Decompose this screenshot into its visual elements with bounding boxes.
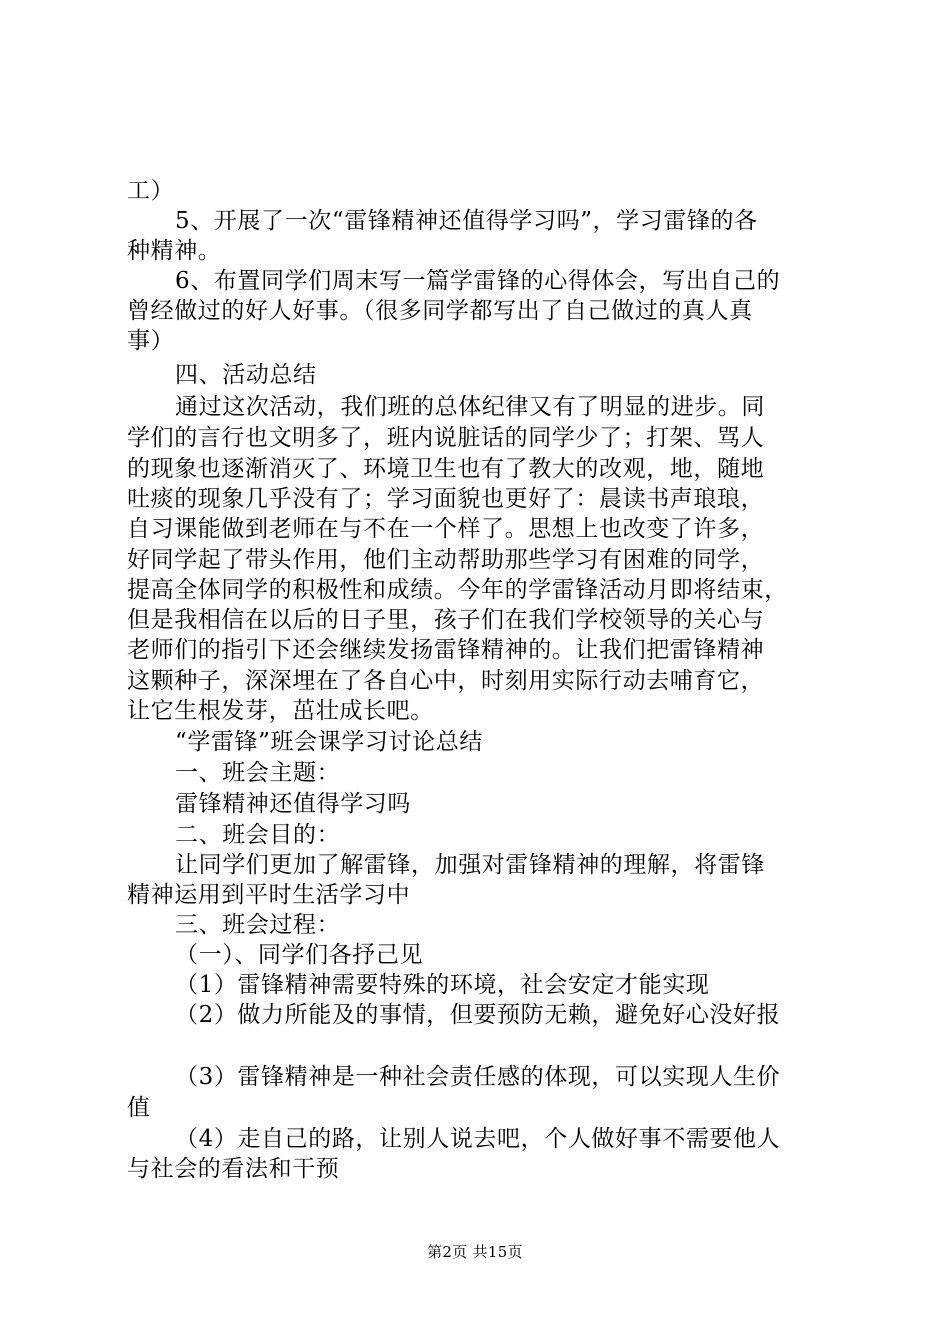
text-line: 通过这次活动，我们班的总体纪律又有了明显的进步。同 [175, 394, 765, 420]
text-line: （3）雷锋精神是一种社会责任感的体现，可以实现人生价 [175, 1064, 781, 1090]
text-line: （4）走自己的路，让别人说去吧，个人做好事不需要他人 [175, 1126, 781, 1152]
text-line: 值 [127, 1095, 151, 1121]
text-line: 5、开展了一次“雷锋精神还值得学习吗”，学习雷锋的各 [175, 208, 758, 234]
text-line: 雷锋精神还值得学习吗 [175, 791, 411, 817]
section-heading: 三、班会过程： [175, 912, 341, 938]
text-line: （1）雷锋精神需要特殊的环境，社会安定才能实现 [175, 972, 710, 998]
text-line: 6、布置同学们周末写一篇学雷锋的心得体会，写出自己的 [175, 268, 781, 294]
text-line: 提高全体同学的积极性和成绩。今年的学雷锋活动月即将结束， [127, 577, 788, 603]
text-line: 精神运用到平时生活学习中 [127, 882, 411, 908]
text-line: （2）做力所能及的事情，但要预防无赖，避免好心没好报 [175, 1002, 781, 1028]
section-heading: 一、班会主题： [175, 760, 341, 786]
text-line: 自习课能做到老师在与不在一个样了。思想上也改变了许多， [127, 516, 765, 542]
section-heading: 四、活动总结 [175, 362, 317, 388]
page-number-footer: 第2页 共15页 [427, 1243, 523, 1261]
text-line: 学们的言行也文明多了，班内说脏话的同学少了；打架、骂人 [127, 425, 765, 451]
text-line: 曾经做过的好人好事。（很多同学都写出了自己做过的真人真 [127, 298, 753, 324]
text-line: 种精神。 [127, 238, 222, 264]
text-line: 让同学们更加了解雷锋，加强对雷锋精神的理解，将雷锋 [175, 852, 765, 878]
section-heading: 二、班会目的： [175, 822, 341, 848]
text-line: 但是我相信在以后的日子里，孩子们在我们学校领导的关心与 [127, 607, 765, 633]
text-line: 事） [127, 328, 175, 354]
text-line: 工） [127, 178, 175, 204]
text-line: 老师们的指引下还会继续发扬雷锋精神的。让我们把雷锋精神 [127, 637, 765, 663]
text-line: 与社会的看法和干预 [127, 1156, 340, 1182]
text-line: 这颗种子，深深埋在了各自心中，时刻用实际行动去哺育它， [127, 668, 765, 694]
text-line: 吐痰的现象几乎没有了；学习面貌也更好了：晨读书声琅琅， [127, 486, 765, 512]
document-title: “学雷锋”班会课学习讨论总结 [175, 729, 483, 755]
text-line: （一）、同学们各抒己见 [175, 942, 424, 968]
text-line: 让它生根发芽，茁壮成长吧。 [127, 698, 434, 724]
text-line: 好同学起了带头作用，他们主动帮助那些学习有困难的同学， [127, 547, 765, 573]
text-line: 的现象也逐渐消灭了、环境卫生也有了教大的改观，地，随地 [127, 456, 765, 482]
